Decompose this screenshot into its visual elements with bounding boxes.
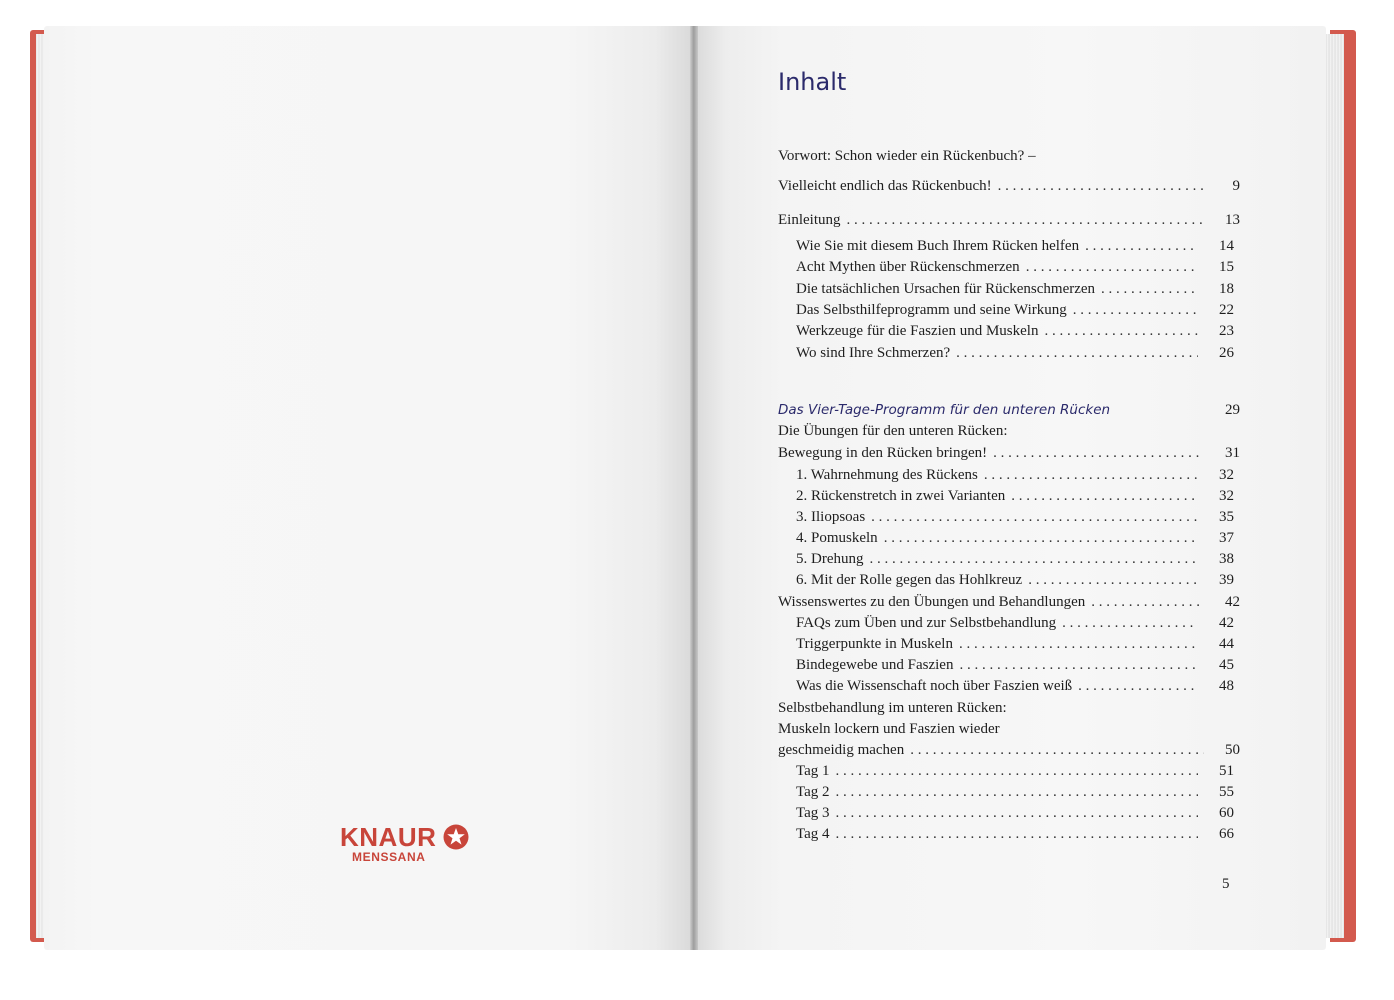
toc-entry-title: geschmeidig machen — [778, 742, 905, 758]
toc-leader-dots — [836, 824, 1198, 845]
toc-entry-page: 45 — [1219, 657, 1234, 673]
toc-leader-dots — [956, 343, 1198, 364]
toc-entry-page: 66 — [1219, 826, 1234, 842]
toc-entry-page: 44 — [1219, 636, 1234, 652]
toc-entry-page: 9 — [1232, 178, 1240, 194]
toc-leader-dots — [1026, 257, 1198, 278]
toc-entry — [778, 592, 1240, 613]
toc-entry-page: 18 — [1219, 281, 1234, 297]
toc-entry — [796, 549, 1234, 570]
toc-entry-page: 15 — [1219, 259, 1234, 275]
toc-leader-dots — [1085, 236, 1198, 257]
toc-entry-title: Bindegewebe und Faszien — [796, 657, 954, 673]
toc-leader-dots — [1044, 321, 1198, 342]
toc-entry-page: 26 — [1219, 345, 1234, 361]
toc-entry — [778, 740, 1240, 761]
toc-entry-page: 42 — [1225, 594, 1240, 610]
toc-leader-dots — [1073, 300, 1198, 321]
toc-entry — [796, 824, 1234, 845]
toc-entry-page: 48 — [1219, 678, 1234, 694]
toc-leader-dots — [993, 443, 1204, 464]
toc-entry-title: Das Selbsthilfeprogramm und seine Wirkung — [796, 302, 1067, 318]
publisher-name: KNAUR — [340, 822, 437, 852]
toc-entry-title: 6. Mit der Rolle gegen das Hohlkreuz — [796, 572, 1023, 588]
toc-entry-title: FAQs zum Üben und zur Selbstbehandlung — [796, 615, 1057, 631]
toc-leader-dots — [984, 465, 1198, 486]
toc-entry — [778, 400, 1240, 421]
toc-leader-dots — [959, 655, 1198, 676]
toc-entry-page: 31 — [1225, 445, 1240, 461]
toc-entry-page: 14 — [1219, 238, 1234, 254]
toc-entry-title: Tag 4 — [796, 826, 830, 842]
toc-entry — [796, 486, 1234, 507]
toc-entry-title: Tag 2 — [796, 784, 830, 800]
toc-entry-title: 4. Pomuskeln — [796, 530, 878, 546]
toc-entry-page: 32 — [1219, 467, 1234, 483]
toc-entry-title: Die tatsächlichen Ursachen für Rückenschmerzen — [796, 281, 1096, 297]
toc-entry — [796, 343, 1234, 364]
toc-leader-dots — [998, 176, 1204, 197]
toc-entry-title: Acht Mythen über Rückenschmerzen — [796, 259, 1020, 275]
toc-leader-dots — [870, 549, 1199, 570]
toc-entry — [796, 279, 1234, 300]
toc-entry-title: 5. Drehung — [796, 551, 864, 567]
toc-leader-dots — [1062, 613, 1198, 634]
toc-leader-dots — [847, 210, 1205, 231]
toc-entry-page: 55 — [1219, 784, 1234, 800]
toc-entry-title: Triggerpunkte in Muskeln — [796, 636, 953, 652]
toc-entry-page: 37 — [1219, 530, 1234, 546]
publisher-imprint: MENSSANA — [352, 850, 426, 864]
toc-entry — [796, 528, 1234, 549]
toc-entry-page: 60 — [1219, 805, 1234, 821]
toc-entry — [796, 465, 1234, 486]
book-gutter — [690, 26, 698, 950]
publisher-logo — [340, 822, 480, 872]
toc-entry — [778, 421, 1240, 442]
toc-entry-page: 22 — [1219, 302, 1234, 318]
toc-entry-page: 13 — [1225, 212, 1240, 228]
toc-entry — [778, 719, 1240, 740]
toc-entry — [796, 236, 1234, 257]
toc-leader-dots — [910, 740, 1204, 761]
toc-leader-dots — [1011, 486, 1198, 507]
toc-entry — [796, 634, 1234, 655]
toc-entry — [796, 570, 1234, 591]
toc-leader-dots — [1091, 592, 1204, 613]
toc-entry-title: 1. Wahrnehmung des Rückens — [796, 467, 978, 483]
toc-leader-dots — [959, 634, 1198, 655]
toc-entry — [796, 300, 1234, 321]
toc-entry-title: 2. Rückenstretch in zwei Varianten — [796, 488, 1006, 504]
toc-entry-title: Wie Sie mit diesem Buch Ihrem Rücken helfen — [796, 238, 1080, 254]
toc-entry-title: Einleitung — [778, 212, 841, 228]
toc-leader-dots — [1028, 570, 1198, 591]
toc-entry-title: Wissenswertes zu den Übungen und Behandlungen — [778, 594, 1086, 610]
toc-entry-page: 50 — [1225, 742, 1240, 758]
toc-entry — [796, 676, 1234, 697]
toc-entry — [796, 655, 1234, 676]
toc-entry-title: Bewegung in den Rücken bringen! — [778, 445, 988, 461]
toc-entry-title: Was die Wissenschaft noch über Faszien weiß — [796, 678, 1073, 694]
toc-entry — [796, 507, 1234, 528]
toc-leader-dots — [836, 761, 1198, 782]
toc-leader-dots — [1078, 676, 1198, 697]
toc-entry-page: 32 — [1219, 488, 1234, 504]
toc-entry — [796, 803, 1234, 824]
toc-entry-page: 39 — [1219, 572, 1234, 588]
toc-entry-page: 38 — [1219, 551, 1234, 567]
toc-leader-dots — [1101, 279, 1198, 300]
toc-entry-title: Die Übungen für den unteren Rücken: — [778, 423, 1008, 439]
toc-entry — [778, 146, 1240, 167]
toc-entry-title: Muskeln lockern und Faszien wieder — [778, 721, 1000, 737]
toc-entry-title: Tag 1 — [796, 763, 830, 779]
toc-entry — [778, 443, 1240, 464]
toc-entry-page: 42 — [1219, 615, 1234, 631]
toc-entry-title: Vielleicht endlich das Rückenbuch! — [778, 178, 992, 194]
toc-title: Inhalt — [778, 68, 847, 96]
page-number: 5 — [1222, 876, 1230, 892]
toc-entry-title: Wo sind Ihre Schmerzen? — [796, 345, 951, 361]
toc-entry — [778, 176, 1240, 197]
toc-entry-title: Das Vier-Tage-Programm für den unteren Rücken — [778, 402, 1111, 418]
toc-leader-dots — [884, 528, 1198, 549]
toc-entry-title: Vorwort: Schon wieder ein Rückenbuch? – — [778, 148, 1036, 164]
toc-leader-dots — [836, 782, 1198, 803]
toc-entry-page: 51 — [1219, 763, 1234, 779]
toc-entry-title: Werkzeuge für die Faszien und Muskeln — [796, 323, 1039, 339]
toc-entry — [796, 321, 1234, 342]
left-page — [44, 26, 694, 950]
toc-entry — [796, 782, 1234, 803]
toc-entry-title: Selbstbehandlung im unteren Rücken: — [778, 700, 1007, 716]
toc-entry-page: 35 — [1219, 509, 1234, 525]
toc-entry — [796, 257, 1234, 278]
toc-entry — [796, 761, 1234, 782]
toc-entry-title: 3. Iliopsoas — [796, 509, 866, 525]
toc-entry-title: Tag 3 — [796, 805, 830, 821]
toc-leader-dots — [836, 803, 1198, 824]
toc-entry-page: 29 — [1225, 402, 1240, 418]
toc-entry — [778, 698, 1240, 719]
toc-entry — [796, 613, 1234, 634]
toc-entry-page: 23 — [1219, 323, 1234, 339]
star-icon — [443, 824, 469, 850]
toc-entry — [778, 210, 1240, 231]
toc-leader-dots — [871, 507, 1198, 528]
